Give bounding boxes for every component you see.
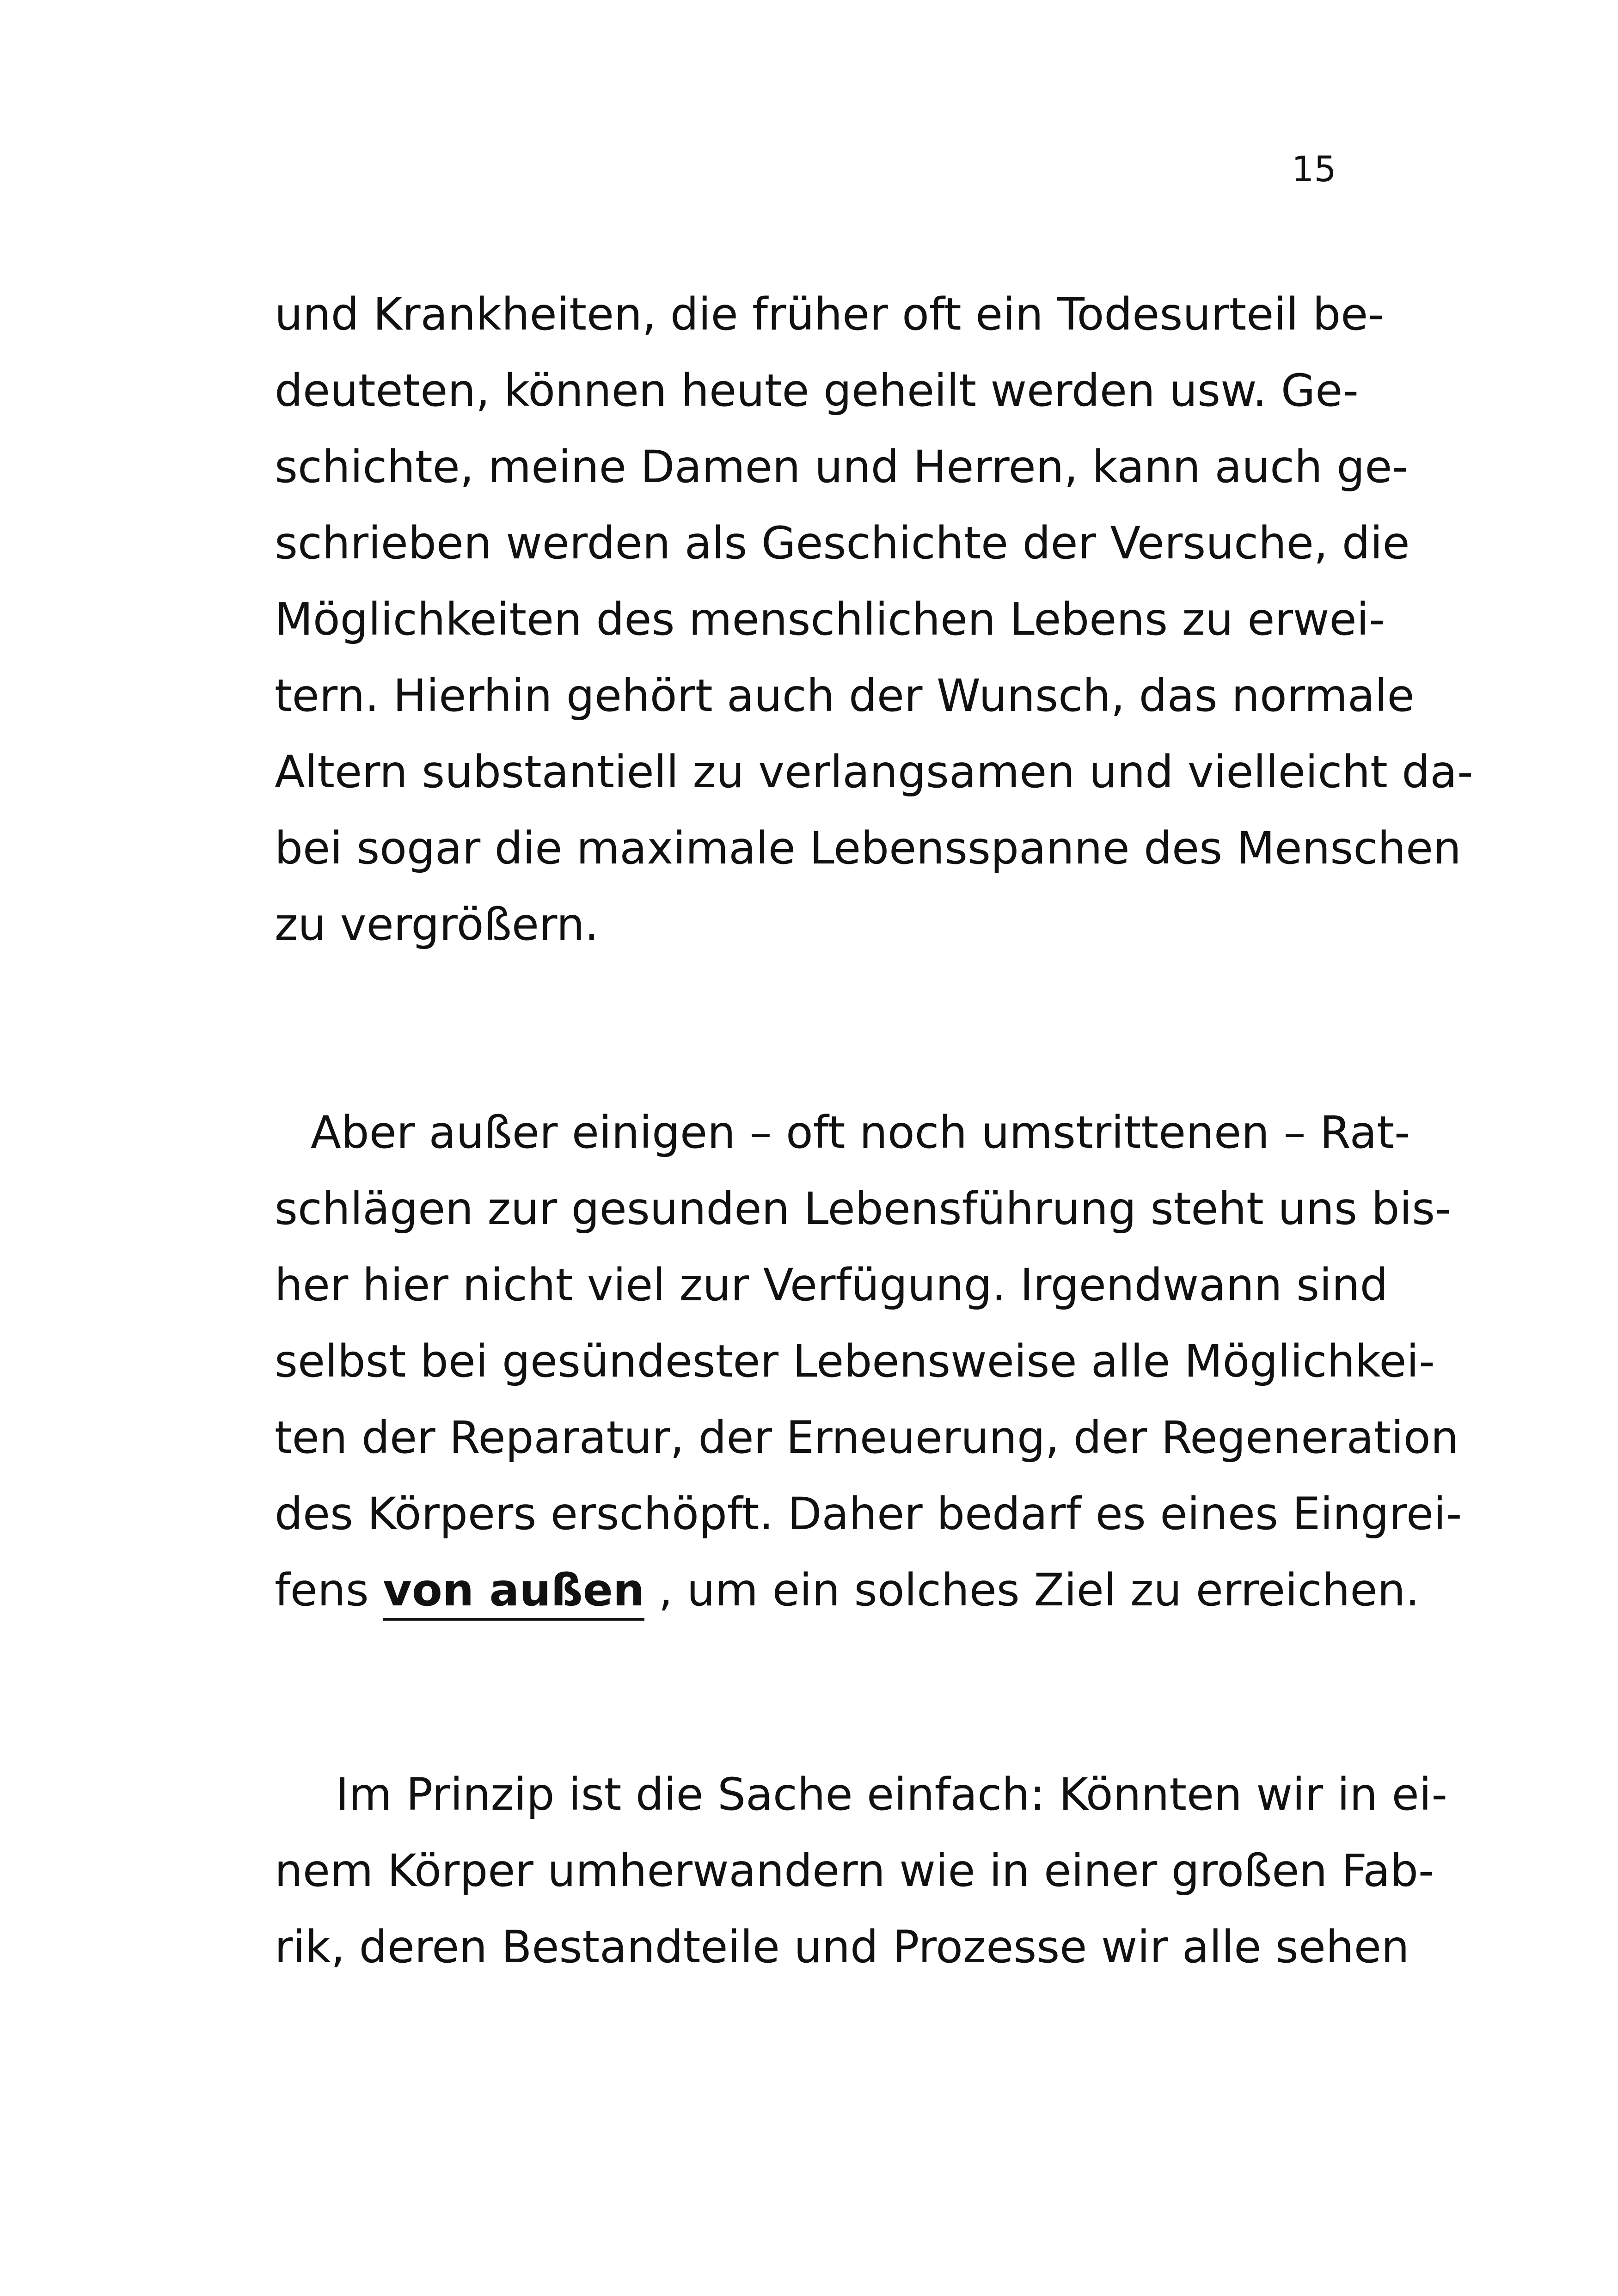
emphasized-phrase: von außen [383, 1564, 644, 1621]
text-line: selbst bei gesündester Lebensweise alle Möglichkei- [275, 1335, 1435, 1387]
text-line: bei sogar die maximale Lebensspanne des Menschen [275, 822, 1461, 874]
text-line: ten der Reparatur, der Erneuerung, der Regeneration [275, 1412, 1459, 1463]
text-line: des Körpers erschöpft. Daher bedarf es eines Eingrei- [275, 1488, 1462, 1540]
text-line [275, 1552, 1420, 1629]
text-line: und Krankheiten, die früher oft ein Todesurteil be- [275, 288, 1384, 340]
text-line: zu vergrößern. [275, 899, 599, 950]
text-line: schichte, meine Damen und Herren, kann auch ge- [275, 441, 1408, 493]
paragraph-2 [275, 1095, 1462, 1629]
text-line: her hier nicht viel zur Verfügung. Irgendwann sind [275, 1259, 1388, 1311]
text-fragment: fens [275, 1564, 383, 1616]
text-line: schlägen zur gesunden Lebensführung steht uns bis- [275, 1183, 1451, 1235]
text-line: Im Prinzip ist die Sache einfach: Könnten wir in ei- [336, 1769, 1447, 1820]
page-number: 15 [1292, 148, 1336, 190]
text-line: nem Körper umherwandern wie in einer großen Fab- [275, 1845, 1434, 1897]
text-line: tern. Hierhin gehört auch der Wunsch, das normale [275, 670, 1415, 722]
text-line: deuteten, können heute geheilt werden usw. Ge- [275, 365, 1359, 416]
text-fragment: , um ein solches Ziel zu erreichen. [644, 1564, 1420, 1616]
text-line: Altern substantiell zu verlangsamen und vielleicht da- [275, 746, 1473, 798]
paragraph-1 [275, 276, 1473, 963]
text-line: Möglichkeiten des menschlichen Lebens zu erwei- [275, 594, 1385, 645]
text-line: schrieben werden als Geschichte der Versuche, die [275, 517, 1410, 569]
paragraph-3 [275, 1757, 1447, 1985]
text-line: Aber außer einigen – oft noch umstrittenen – Rat- [311, 1107, 1410, 1158]
text-line: rik, deren Bestandteile und Prozesse wir alle sehen [275, 1921, 1410, 1973]
